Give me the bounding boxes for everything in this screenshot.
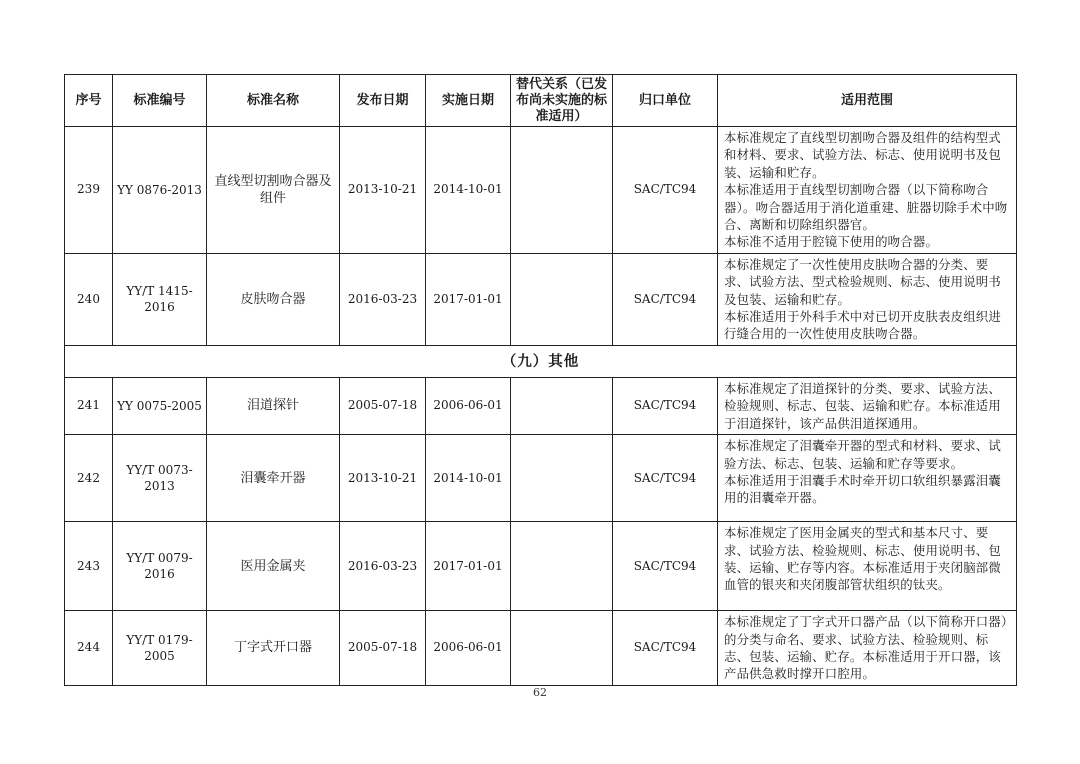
header-seq: 序号: [65, 75, 113, 127]
row-name: 丁字式开口器: [207, 611, 340, 686]
row-code: YY/T 0073-2013: [113, 435, 207, 522]
row-name: 医用金属夹: [207, 522, 340, 611]
row-replacement: [511, 253, 613, 345]
row-department: SAC/TC94: [613, 611, 718, 686]
row-name: 皮肤吻合器: [207, 253, 340, 345]
row-implement-date: 2006-06-01: [426, 377, 511, 434]
row-replacement: [511, 522, 613, 611]
section-title: （九）其他: [65, 345, 1017, 377]
header-code: 标准编号: [113, 75, 207, 127]
table-header-row: [65, 75, 1017, 127]
header-publish-date: 发布日期: [340, 75, 426, 127]
row-name: 泪道探针: [207, 377, 340, 434]
table-row: [65, 522, 1017, 611]
table-row: [65, 377, 1017, 434]
table-row: [65, 127, 1017, 254]
header-name: 标准名称: [207, 75, 340, 127]
row-scope: 本标准规定了直线型切割吻合器及组件的结构型式和材料、要求、试验方法、标志、使用说明书及包装、运输和贮存。 本标准适用于直线型切割吻合器（以下简称吻合器）。吻合器适用于消化道重建、脏器切除手术中吻合、离断和切除组织器官。 本标准不适用于腔镜下使用的吻合器。: [718, 127, 1017, 254]
row-publish-date: 2005-07-18: [340, 377, 426, 434]
header-scope: 适用范围: [718, 75, 1017, 127]
row-department: SAC/TC94: [613, 253, 718, 345]
row-scope: 本标准规定了丁字式开口器产品（以下简称开口器）的分类与命名、要求、试验方法、检验规则、标志、包装、运输、贮存。本标准适用于开口器，该产品供急救时撑开口腔用。: [718, 611, 1017, 686]
row-code: YY/T 1415-2016: [113, 253, 207, 345]
row-seq: 239: [65, 127, 113, 254]
row-scope: 本标准规定了医用金属夹的型式和基本尺寸、要求、试验方法、检验规则、标志、使用说明书、包装、运输、贮存等内容。本标准适用于夹闭脑部微血管的银夹和夹闭腹部管状组织的钛夹。: [718, 522, 1017, 611]
row-department: SAC/TC94: [613, 522, 718, 611]
row-department: SAC/TC94: [613, 435, 718, 522]
row-department: SAC/TC94: [613, 377, 718, 434]
page-number: 62: [533, 686, 547, 699]
row-replacement: [511, 127, 613, 254]
table-row: [65, 611, 1017, 686]
row-publish-date: 2005-07-18: [340, 611, 426, 686]
row-publish-date: 2016-03-23: [340, 522, 426, 611]
row-name: 泪囊牵开器: [207, 435, 340, 522]
row-publish-date: 2016-03-23: [340, 253, 426, 345]
row-department: SAC/TC94: [613, 127, 718, 254]
row-seq: 241: [65, 377, 113, 434]
row-seq: 240: [65, 253, 113, 345]
row-scope: 本标准规定了泪道探针的分类、要求、试验方法、检验规则、标志、包装、运输和贮存。本标准适用于泪道探针，该产品供泪道探通用。: [718, 377, 1017, 434]
row-seq: 243: [65, 522, 113, 611]
row-seq: 244: [65, 611, 113, 686]
row-implement-date: 2006-06-01: [426, 611, 511, 686]
row-implement-date: 2014-10-01: [426, 127, 511, 254]
row-code: YY 0075-2005: [113, 377, 207, 434]
row-code: YY 0876-2013: [113, 127, 207, 254]
row-implement-date: 2014-10-01: [426, 435, 511, 522]
table-row: [65, 253, 1017, 345]
row-replacement: [511, 435, 613, 522]
section-row: [65, 345, 1017, 377]
row-code: YY/T 0179-2005: [113, 611, 207, 686]
row-implement-date: 2017-01-01: [426, 253, 511, 345]
table-row: [65, 435, 1017, 522]
standards-table: [64, 74, 1017, 686]
row-code: YY/T 0079-2016: [113, 522, 207, 611]
row-scope: 本标准规定了泪囊牵开器的型式和材料、要求、试验方法、标志、包装、运输和贮存等要求。 本标准适用于泪囊手术时牵开切口软组织暴露泪囊用的泪囊牵开器。: [718, 435, 1017, 522]
row-scope: 本标准规定了一次性使用皮肤吻合器的分类、要求、试验方法、型式检验规则、标志、使用说明书及包装、运输和贮存。 本标准适用于外科手术中对已切开皮肤表皮组织进行缝合用的一次性使用皮肤吻合器。: [718, 253, 1017, 345]
row-seq: 242: [65, 435, 113, 522]
header-department: 归口单位: [613, 75, 718, 127]
row-replacement: [511, 611, 613, 686]
header-implement-date: 实施日期: [426, 75, 511, 127]
row-name: 直线型切割吻合器及组件: [207, 127, 340, 254]
header-replacement: 替代关系（已发布尚未实施的标准适用）: [511, 75, 613, 127]
row-implement-date: 2017-01-01: [426, 522, 511, 611]
row-publish-date: 2013-10-21: [340, 127, 426, 254]
row-replacement: [511, 377, 613, 434]
row-publish-date: 2013-10-21: [340, 435, 426, 522]
